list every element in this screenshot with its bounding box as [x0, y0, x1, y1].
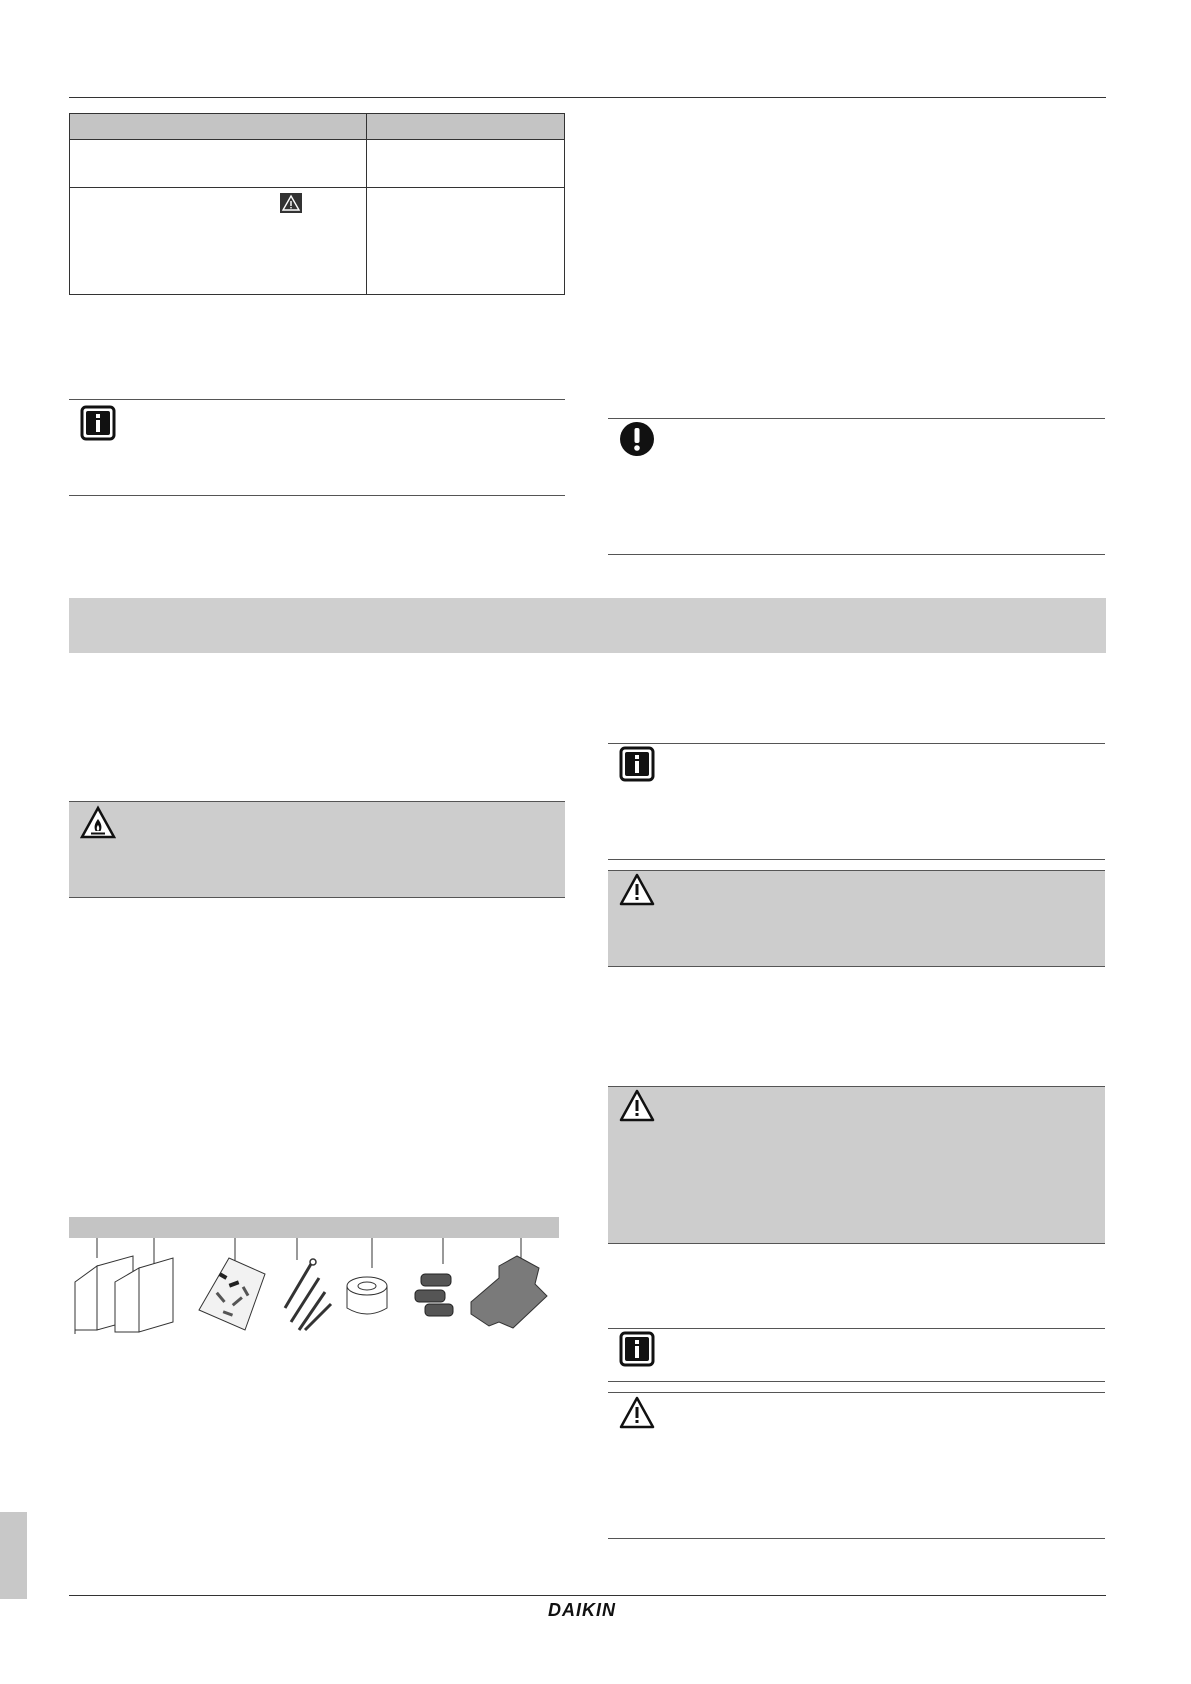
screw-bag-illustration [199, 1258, 265, 1330]
brand-logo: DAIKIN [548, 1600, 616, 1620]
note-top-rule [608, 1086, 1105, 1087]
note-top-rule [69, 399, 565, 400]
note-bottom-rule [608, 1381, 1105, 1382]
note-bottom-rule [608, 966, 1105, 967]
cable-ties-illustration [285, 1259, 331, 1330]
note-top-rule [69, 801, 565, 802]
accessories-header-bar [69, 1217, 559, 1238]
warning-icon [619, 1395, 655, 1431]
info-icon [619, 1331, 655, 1367]
tape-roll-illustration [347, 1277, 387, 1314]
info-icon [80, 405, 116, 441]
table-header-row [70, 114, 564, 140]
header-rule [69, 97, 1106, 98]
flammable-warning-panel [69, 801, 565, 897]
flammable-warning-icon [80, 805, 116, 841]
wire-connectors-illustration [415, 1274, 453, 1316]
note-bottom-rule [608, 1243, 1105, 1244]
chapter-side-tab [0, 1512, 27, 1599]
accessories-illustration [69, 1238, 559, 1334]
warning-panel [608, 1086, 1105, 1243]
insulation-piece-illustration [471, 1256, 547, 1328]
note-bottom-rule [69, 897, 565, 898]
note-top-rule [608, 1328, 1105, 1329]
note-bottom-rule [608, 1538, 1105, 1539]
note-top-rule [608, 743, 1105, 744]
note-top-rule [608, 418, 1105, 419]
note-top-rule [608, 870, 1105, 871]
caution-icon [619, 421, 655, 457]
warning-panel [608, 870, 1105, 966]
info-icon [619, 746, 655, 782]
note-bottom-rule [69, 495, 565, 496]
warning-icon [619, 872, 655, 908]
section-heading-bar [69, 598, 1106, 653]
table-row-divider [70, 187, 564, 188]
table-column-divider [366, 114, 367, 294]
warning-icon [619, 1088, 655, 1124]
warning-icon [280, 193, 302, 213]
note-bottom-rule [608, 859, 1105, 860]
note-top-rule [608, 1392, 1105, 1393]
data-table [69, 113, 565, 295]
footer-rule [69, 1595, 1106, 1596]
note-bottom-rule [608, 554, 1105, 555]
